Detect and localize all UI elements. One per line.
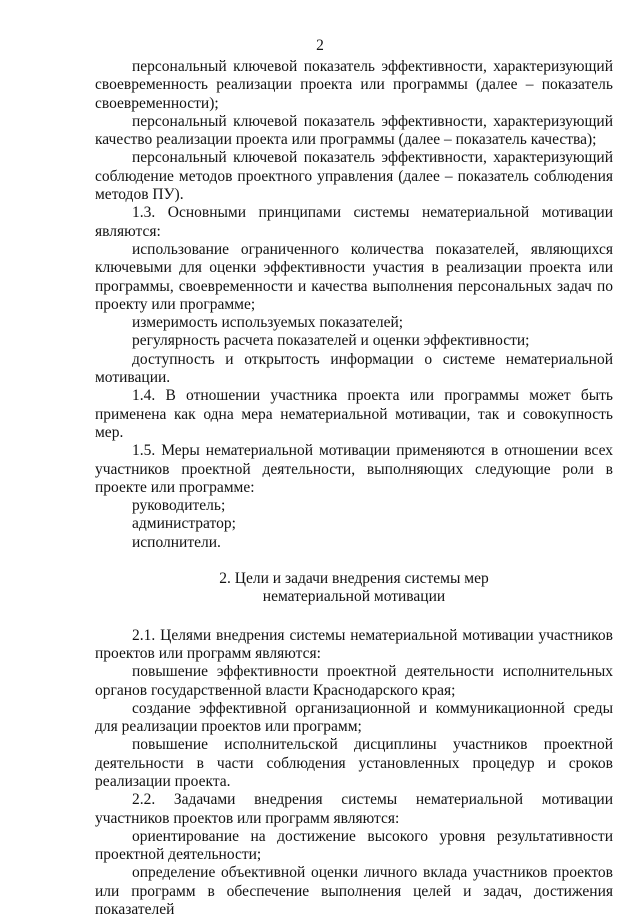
paragraph: определение объективной оценки личного вклада участников проектов или программ в обеспечение выполнения целей и задач, достижения показателей: [95, 864, 613, 919]
paragraph: ориентирование на достижение высокого уровня результативности проектной деятельности;: [95, 827, 613, 864]
section-heading-line: нематериальной мотивации: [262, 588, 446, 606]
paragraph: исполнители.: [132, 533, 221, 551]
paragraph: 2.1. Целями внедрения системы нематериальной мотивации участников проектов или программ являются:: [95, 626, 613, 662]
paragraph: персональный ключевой показатель эффективности, характеризующий качество реализации проекта или программы (далее – показатель качества);: [95, 112, 613, 149]
paragraph: создание эффективной организационной и коммуникационной среды для реализации проектов или программ;: [95, 699, 613, 736]
paragraph: 1.3. Основными принципами системы нематериальной мотивации являются:: [95, 204, 613, 240]
paragraph: регулярность расчета показателей и оценки эффективности;: [132, 332, 530, 350]
paragraph: повышение исполнительской дисциплины участников проектной деятельности в части соблюдения установленных процедур и сроков реализации проекта.: [95, 736, 613, 790]
paragraph: персональный ключевой показатель эффективности, характеризующий соблюдение методов проектного управления (далее – показатель соблюдения методов ПУ).: [95, 149, 613, 204]
paragraph: персональный ключевой показатель эффективности, характеризующий своевременность реализации проекта или программы (далее – показатель своевременности);: [95, 58, 613, 112]
paragraph: администратор;: [132, 515, 236, 533]
paragraph: использование ограниченного количества показателей, являющихся ключевыми для оценки эффективности участия в реализации проекта или программы, своевременности и качества выполнения персональных задач по проекту или программе;: [95, 240, 613, 313]
paragraph: руководитель;: [132, 497, 226, 515]
paragraph: измеримость используемых показателей;: [132, 314, 404, 332]
paragraph: 1.4. В отношении участника проекта или программы может быть применена как одна мера нематериальной мотивации, так и совокупность мер.: [95, 387, 613, 441]
paragraph: доступность и открытость информации о системе нематериальной мотивации.: [95, 350, 613, 387]
section-heading: [95, 570, 613, 607]
paragraph: повышение эффективности проектной деятельности исполнительных органов государственной власти Краснодарского края;: [95, 663, 613, 699]
page-number: 2: [316, 37, 324, 54]
section-heading-line: 2. Цели и задачи внедрения системы мер: [219, 570, 489, 588]
paragraph: 2.2. Задачами внедрения системы нематериальной мотивации участников проектов или программ являются:: [95, 791, 613, 827]
paragraph: 1.5. Меры нематериальной мотивации применяются в отношении всех участников проектной деятельности, выполняющих следующие роли в проекте или программе:: [95, 442, 613, 496]
document-body: [95, 58, 613, 919]
